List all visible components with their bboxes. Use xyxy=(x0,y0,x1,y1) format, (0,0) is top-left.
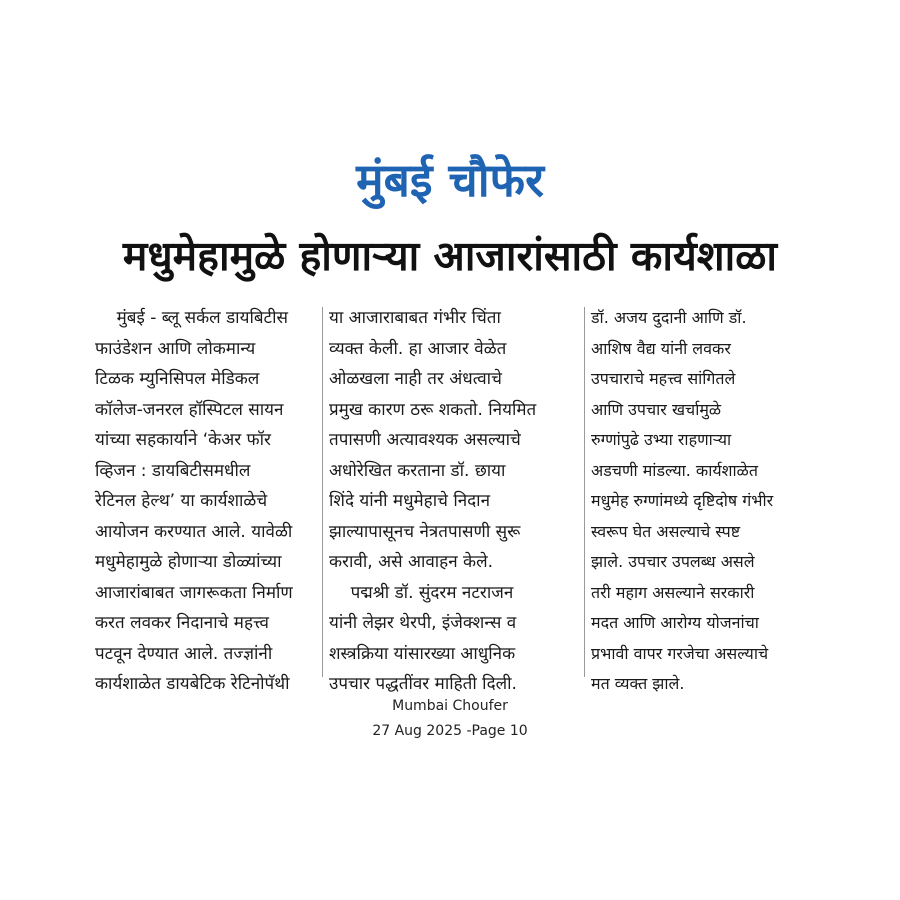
article-headline: मधुमेहामुळे होणाऱ्या आजारांसाठी कार्यशाळा xyxy=(122,232,778,280)
column-line: उपचार पद्धतींवर माहिती दिली. xyxy=(329,674,517,694)
date-page-caption: 27 Aug 2025 -Page 10 xyxy=(372,723,528,739)
article-column-2 xyxy=(329,303,578,694)
article-column-1 xyxy=(95,303,318,694)
article-column-3 xyxy=(591,303,837,693)
column-line: मदत आणि आरोग्य योजनांचा xyxy=(591,613,759,632)
column-divider xyxy=(584,307,585,677)
column-line: व्यक्त केली. हा आजार वेळेत xyxy=(329,338,507,359)
column-line: मुंबई - ब्लू सर्कल डायबिटीस xyxy=(95,308,289,328)
column-line: रेटिनल हेल्थ’ या कार्यशाळेचे xyxy=(95,491,268,511)
column-line: आयोजन करण्यात आले. यावेळी xyxy=(95,521,293,542)
column-line: अडचणी मांडल्या. कार्यशाळेत xyxy=(591,460,758,480)
column-divider xyxy=(322,307,323,677)
column-line: व्हिजन : डायबिटीसमधील xyxy=(95,460,251,481)
column-line: शिंदे यांनी मधुमेहाचे निदान xyxy=(329,491,491,511)
column-line: टिळक म्युनिसिपल मेडिकल xyxy=(95,369,260,389)
article-body xyxy=(95,303,837,694)
column-line: उपचाराचे महत्त्व सांगितले xyxy=(591,369,736,388)
column-line: या आजाराबाबत गंभीर चिंता xyxy=(329,308,501,328)
column-line: ओळखला नाही तर अंधत्वाचे xyxy=(329,369,502,389)
column-line: तपासणी अत्यावश्यक असल्याचे xyxy=(329,430,521,450)
column-line: कॉलेज-जनरल हॉस्पिटल सायन xyxy=(95,399,284,420)
column-line: यांनी लेझर थेरपी, इंजेक्शन्स व xyxy=(329,613,517,633)
column-line: प्रमुख कारण ठरू शकतो. नियमित xyxy=(329,399,537,420)
column-line: पटवून देण्यात आले. तज्ज्ञांनी xyxy=(95,643,273,664)
column-line: शस्त्रक्रिया यांसारख्या आधुनिक xyxy=(329,643,516,664)
column-line: आणि उपचार खर्चामुळे xyxy=(591,399,722,419)
column-line: मत व्यक्त झाले. xyxy=(591,674,685,693)
column-line: करत लवकर निदानाचे महत्त्व xyxy=(95,613,270,633)
column-line: स्वरूप घेत असल्याचे स्पष्ट xyxy=(591,521,741,541)
column-line: झाले. उपचार उपलब्ध असले xyxy=(591,552,755,571)
column-line: मधुमेह रुग्णांमध्ये दृष्टिदोष गंभीर xyxy=(591,491,774,510)
column-line: फाउंडेशन आणि लोकमान्य xyxy=(95,338,256,359)
column-line: डॉ. अजय दुदानी आणि डॉ. xyxy=(591,308,747,327)
masthead-title: मुंबई चौफेर xyxy=(356,153,544,207)
column-line: करावी, असे आवाहन केले. xyxy=(329,552,494,572)
column-line: झाल्यापासूनच नेत्रतपासणी सुरू xyxy=(329,521,521,542)
column-line: कार्यशाळेत डायबेटिक रेटिनोपॅथी xyxy=(95,674,290,694)
column-line: तरी महाग असल्याने सरकारी xyxy=(591,582,755,602)
column-line: पद्मश्री डॉ. सुंदरम नटराजन xyxy=(329,582,514,603)
column-line: आजारांबाबत जागरूकता निर्माण xyxy=(95,582,293,603)
column-line: प्रभावी वापर गरजेचा असल्याचे xyxy=(591,643,769,663)
column-line: यांच्या सहकार्याने ‘केअर फॉर xyxy=(95,430,272,450)
column-line: अधोरेखित करताना डॉ. छाया xyxy=(329,460,506,481)
column-line: आशिष वैद्य यांनी लवकर xyxy=(591,338,731,358)
column-line: रुग्णांपुढे उभ्या राहणाऱ्या xyxy=(591,430,732,449)
source-caption: Mumbai Choufer xyxy=(392,698,508,714)
column-line: मधुमेहामुळे होणाऱ्या डोळ्यांच्या xyxy=(95,552,282,572)
